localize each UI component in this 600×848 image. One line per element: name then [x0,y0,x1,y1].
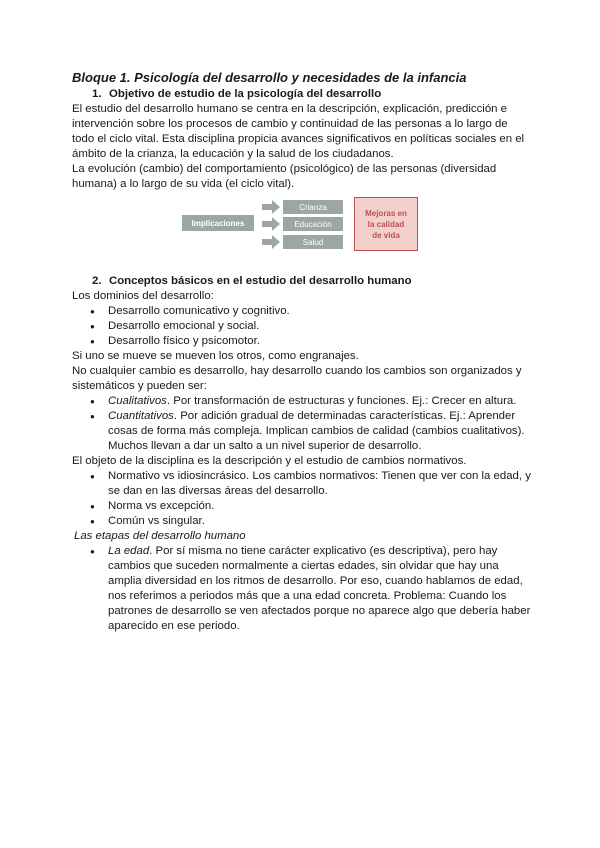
list-item: ● Desarrollo comunicativo y cognitivo. [72,304,532,319]
dominios-list [72,304,532,349]
implications-diagram [72,197,532,261]
list-item: ● Norma vs excepción. [72,499,532,514]
term: Cualitativos [108,395,167,407]
definition: . Por sí misma no tiene carácter explicativo (es descriptiva), pero hay cambios que suceden normalmente a ciertas edades, sin olvidar que hay una amplia diversidad en los ritmos de desarrollo. Por eso, cuando hablamos de edad, nos referimos a periodos más que a una edad concreta. Problema: Cuando los patrones de desarrollo se ven afectados porque no aparece algo que debería haber aparecido en ese periodo. [108,545,531,632]
etapas-caption: Las etapas del desarrollo humano [74,530,246,542]
list-item: ● Normativo vs idiosincrásico. Los cambios normativos: Tienen que ver con la edad, y se dan en las diversas áreas del desarrollo. [72,469,532,499]
arrow-right-icon [262,217,280,231]
definition: . Por transformación de estructuras y funciones. Ej.: Crecer en altura. [166,395,517,407]
normativos-list [72,469,532,529]
paragraph: No cualquier cambio es desarrollo, hay desarrollo cuando los cambios son organizados y sistemáticos y pueden ser: [72,365,522,392]
tipos-list [72,394,532,454]
paragraph: Si uno se mueve se mueven los otros, como engranajes. [72,350,359,362]
paragraph: La evolución (cambio) del comportamiento (psicológico) de las personas (diversidad humana) a lo largo de su vida (el ciclo vital). [72,163,497,190]
section-2-heading [72,274,532,289]
section-2-number: 2. [92,275,102,287]
section-1-title: Objetivo de estudio de la psicología del desarrollo [109,88,382,100]
list-item: ● Desarrollo emocional y social. [72,319,532,334]
list-item: ● Común vs singular. [72,514,532,529]
term: La edad [108,545,150,557]
section-2-title: Conceptos básicos en el estudio del desarrollo humano [109,275,412,287]
list-item [72,409,532,454]
list-item [72,394,532,409]
section-1-heading [72,87,532,102]
paragraph: El estudio del desarrollo humano se centra en la descripción, explicación, predicción e intervención sobre los procesos de cambio y continuidad de las personas a lo largo de todo el ciclo vital. Esta disciplina propicia avances significativos en políticas sociales en el ámbito de la crianza, la educación y la salud de los ciudadanos. [72,103,525,160]
term: Cuantitativos [108,410,174,422]
document-page [72,70,532,634]
diagram-result-box [354,197,418,251]
list-item [72,544,532,634]
list-item: ● Desarrollo físico y psicomotor. [72,334,532,349]
diagram-item-salud: Salud [283,235,343,249]
diagram-item-crianza: Crianza [283,200,343,214]
diagram-result-line: la calidad [367,219,405,229]
diagram-result-line: Mejoras en [365,208,407,218]
document-title: Bloque 1. Psicología del desarrollo y necesidades de la infancia [72,70,467,85]
definition: . Por adición gradual de determinadas características. Ej.: Aprender cosas de forma más compleja. Implican cambios de calidad (cambios cualitativos). Muchos llevan a dar un salto a un nivel superior de desarrollo. [108,410,525,452]
paragraph: Los dominios del desarrollo: [72,290,214,302]
paragraph: El objeto de la disciplina es la descripción y el estudio de cambios normativos. [72,455,467,467]
diagram-source-box: Implicaciones [182,215,254,231]
diagram-result-line: de vida [372,230,400,240]
arrow-right-icon [262,200,280,214]
section-1-number: 1. [92,88,102,100]
arrow-right-icon [262,235,280,249]
diagram-item-educacion: Educación [283,217,343,231]
etapas-list [72,544,532,634]
